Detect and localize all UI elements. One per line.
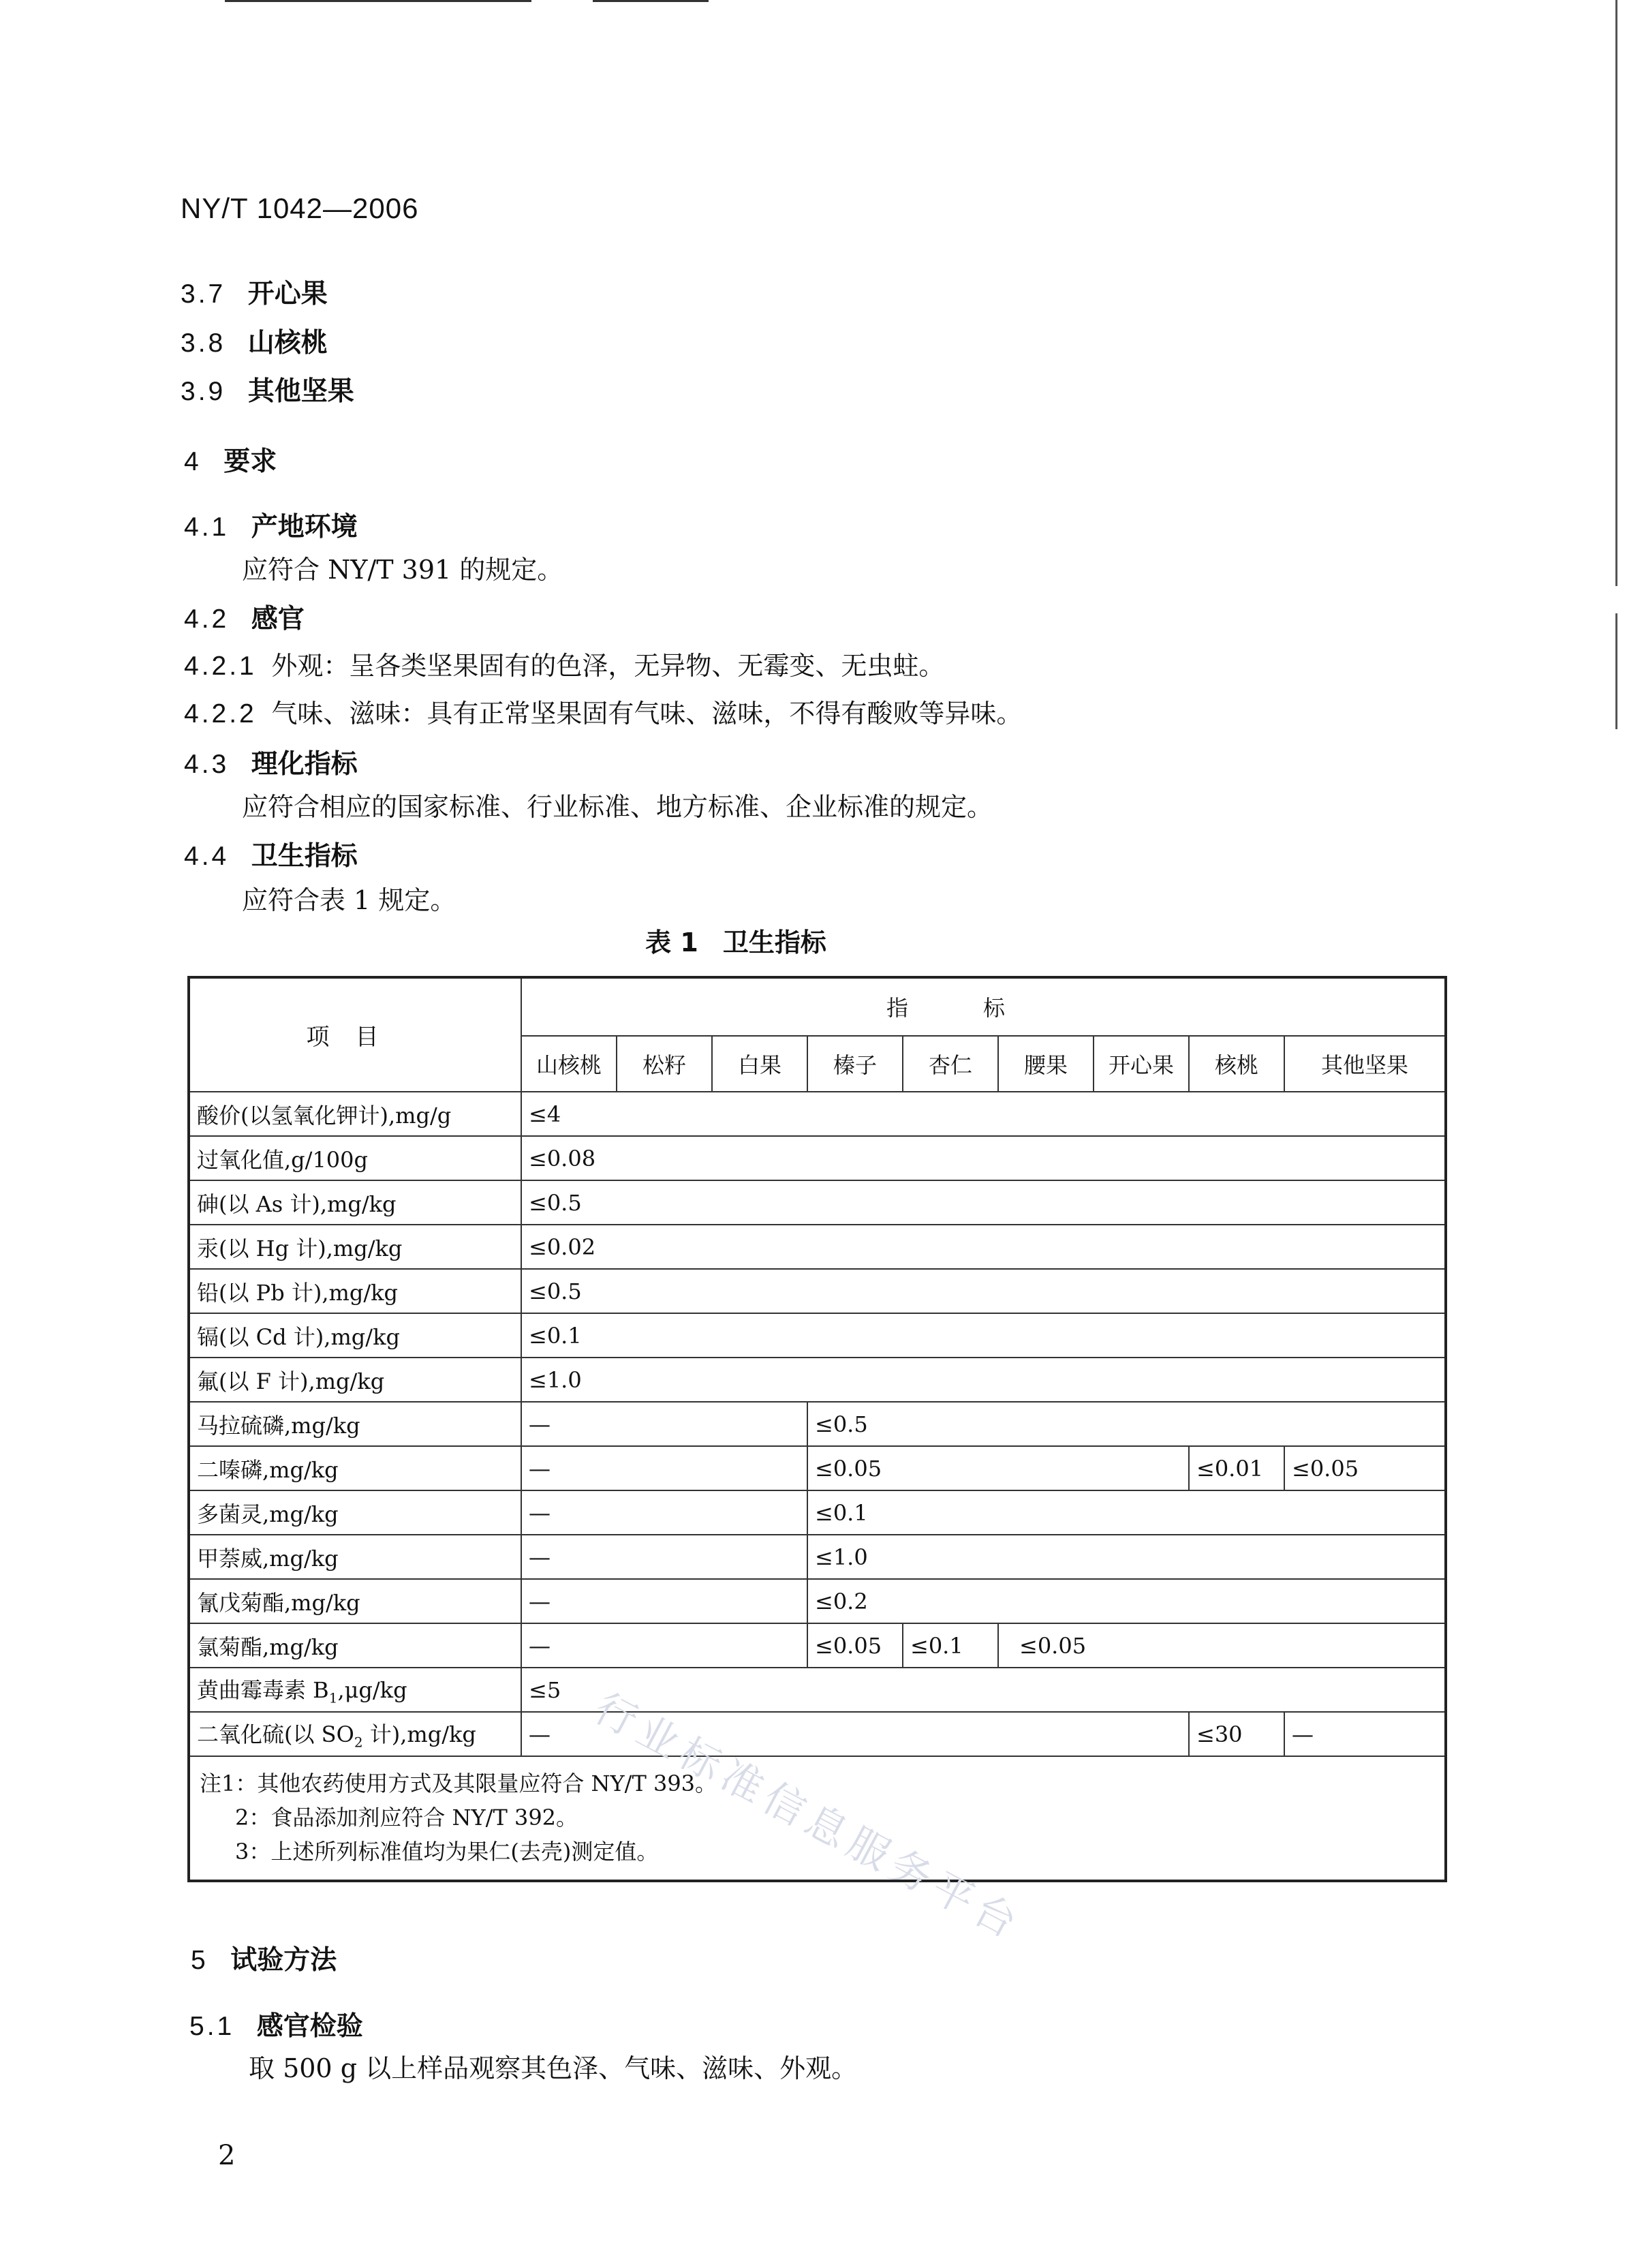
table-note: 注1：其他农药使用方式及其限量应符合 NY/T 393。 (200, 1771, 717, 1796)
hygiene-index-table (187, 976, 1447, 1882)
table-row (189, 1712, 1446, 1756)
table-row (189, 1446, 1446, 1490)
heading-4-2: 4.2 感官 (184, 604, 305, 634)
row-value: ≤5 (521, 1668, 1446, 1712)
clause-4-2-1: 4.2.1 外观：呈各类坚果固有的色泽，无异物、无霉变、无虫蛀。 (184, 652, 945, 681)
row-value: ≤1.0 (521, 1358, 1446, 1402)
heading-5-1: 5.1 感官检验 (189, 2011, 363, 2042)
row-value: ≤0.08 (521, 1136, 1446, 1180)
row-item: 氟(以 F 计),mg/kg (189, 1358, 521, 1402)
row-value: ≤0.1 (807, 1490, 1446, 1535)
paragraph-5-1: 取 500 g 以上样品观察其色泽、气味、滋味、外观。 (249, 2053, 858, 2083)
row-item: 过氧化值,g/100g (189, 1136, 521, 1180)
top-rule-right (593, 0, 709, 2)
side-rule-upper (1615, 0, 1617, 586)
table-note: 2：食品添加剂应符合 NY/T 392。 (235, 1805, 578, 1830)
row-value: ≤0.05 (807, 1623, 903, 1668)
table-row (189, 1535, 1446, 1579)
table-row (189, 1490, 1446, 1535)
item-column-header: 项目 (189, 977, 521, 1092)
row-item: 镉(以 Cd 计),mg/kg (189, 1313, 521, 1358)
table-row (189, 1180, 1446, 1225)
column-header: 腰果 (998, 1036, 1094, 1092)
row-value: — (521, 1446, 807, 1490)
row-item: 二嗪磷,mg/kg (189, 1446, 521, 1490)
row-value: — (521, 1623, 807, 1668)
column-header: 其他坚果 (1284, 1036, 1446, 1092)
row-item: 二氧化硫(以 $SO_2$ 计),mg/kg (189, 1712, 521, 1756)
row-value: ≤0.05 (807, 1446, 1189, 1490)
row-value: ≤4 (521, 1092, 1446, 1136)
row-value: ≤0.5 (807, 1402, 1446, 1446)
column-header: 山核桃 (521, 1036, 617, 1092)
column-header: 核桃 (1189, 1036, 1284, 1092)
column-header: 开心果 (1094, 1036, 1189, 1092)
heading-4-3: 4.3 理化指标 (184, 749, 358, 780)
column-header: 榛子 (807, 1036, 903, 1092)
row-value: — (521, 1579, 807, 1623)
row-item: 多菌灵,mg/kg (189, 1490, 521, 1535)
row-value: — (521, 1535, 807, 1579)
row-value: ≤30 (1189, 1712, 1284, 1756)
table-notes-row (189, 1756, 1446, 1881)
row-value: ≤0.1 (521, 1313, 1446, 1358)
heading-4-4: 4.4 卫生指标 (184, 841, 358, 872)
table-row (189, 1269, 1446, 1313)
heading-5: 5 试验方法 (191, 1945, 337, 1976)
heading-3-7: 3.7 开心果 (181, 279, 328, 309)
row-value: — (521, 1402, 807, 1446)
row-value: ≤0.02 (521, 1225, 1446, 1269)
page-number: 2 (218, 2140, 236, 2171)
paragraph-4-4: 应符合表 1 规定。 (242, 885, 456, 915)
table-row (189, 1623, 1446, 1668)
row-value: — (521, 1712, 1189, 1756)
row-value: ≤0.1 (903, 1623, 998, 1668)
row-value: ≤0.5 (521, 1180, 1446, 1225)
row-item: 马拉硫磷,mg/kg (189, 1402, 521, 1446)
heading-3-8: 3.8 山核桃 (181, 328, 328, 358)
heading-3-9: 3.9 其他坚果 (181, 376, 354, 407)
column-header: 白果 (712, 1036, 807, 1092)
table-row (189, 1668, 1446, 1712)
paragraph-4-3: 应符合相应的国家标准、行业标准、地方标准、企业标准的规定。 (242, 792, 993, 822)
paragraph-4-1: 应符合 NY/T 391 的规定。 (242, 555, 563, 585)
row-item: 氰戊菊酯,mg/kg (189, 1579, 521, 1623)
column-header: 松籽 (617, 1036, 712, 1092)
row-value: — (1284, 1712, 1446, 1756)
table-row (189, 1136, 1446, 1180)
row-item: 酸价(以氢氧化钾计),mg/g (189, 1092, 521, 1136)
standard-code: NY/T 1042—2006 (181, 192, 419, 224)
row-value: ≤0.05 (1284, 1446, 1446, 1490)
row-item: 砷(以 As 计),mg/kg (189, 1180, 521, 1225)
clause-4-2-2: 4.2.2 气味、滋味：具有正常坚果固有气味、滋味，不得有酸败等异味。 (184, 699, 1023, 729)
side-rule-lower (1615, 613, 1617, 729)
table-row (189, 1225, 1446, 1269)
row-item: 铅(以 Pb 计),mg/kg (189, 1269, 521, 1313)
table-notes (189, 1756, 1446, 1881)
heading-4: 4 要求 (184, 446, 277, 477)
row-item: 氯菊酯,mg/kg (189, 1623, 521, 1668)
row-value: — (521, 1490, 807, 1535)
table-row (189, 1579, 1446, 1623)
top-rule-left (225, 0, 531, 2)
column-header: 杏仁 (903, 1036, 998, 1092)
table-row (189, 1358, 1446, 1402)
table-row (189, 1402, 1446, 1446)
table-row (189, 1092, 1446, 1136)
row-item: 黄曲霉毒素 $B_1,\mu g/kg$ (189, 1668, 521, 1712)
heading-4-1: 4.1 产地环境 (184, 512, 358, 542)
row-value: ≤0.01 (1189, 1446, 1284, 1490)
index-column-header: 指标 (521, 977, 1446, 1036)
row-value: ≤1.0 (807, 1535, 1446, 1579)
table-caption: 表 1 卫生指标 (645, 928, 826, 957)
watermark: 行业标准信息服务平台 (587, 1684, 1030, 1950)
row-item: 汞(以 Hg 计),mg/kg (189, 1225, 521, 1269)
row-value: ≤0.2 (807, 1579, 1446, 1623)
row-value: ≤0.5 (521, 1269, 1446, 1313)
table-row (189, 1313, 1446, 1358)
row-value: ≤0.05 (998, 1623, 1446, 1668)
table-note: 3：上述所列标准值均为果仁(去壳)测定值。 (235, 1839, 659, 1865)
row-item: 甲萘威,mg/kg (189, 1535, 521, 1579)
